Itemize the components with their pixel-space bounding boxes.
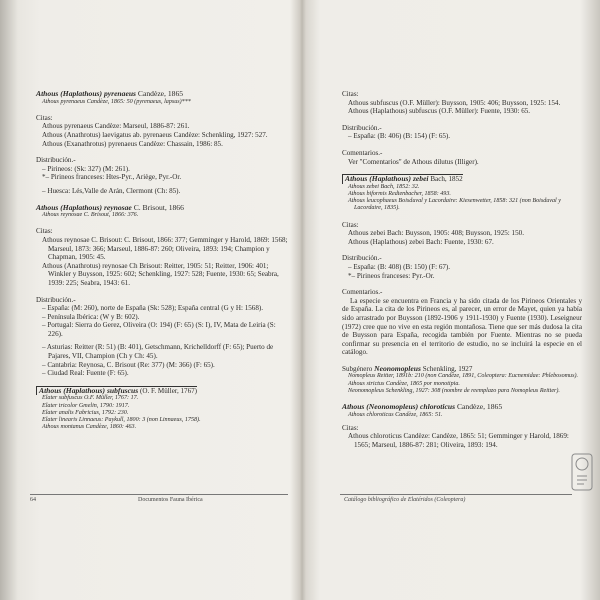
- distribution-entry: – España: (B: 408) (B: 150) (F: 67).: [348, 262, 451, 271]
- right-page: [342, 90, 582, 450]
- cita-entry: Athous chloroticus Candèze: Candèze, 1865: 51; Gemminger y Harold, 1869: 1565; Marseul, 1886-87: 281; Oliveira, 1893: 194.: [348, 432, 569, 450]
- synonym-entry: Elater subfuscus O.F. Müller, 1767: 17.: [42, 395, 139, 402]
- citas-label: Citas:: [342, 220, 359, 229]
- distribution-entry: *– Pirineos franceses: Pyr.-Or.: [348, 271, 435, 280]
- original-reference: Athous reynosae C. Brisout, 1866: 376.: [42, 212, 139, 219]
- library-stamp-icon: [570, 452, 594, 492]
- synonym-entry: Athous leucophaeus Boisduval y Lacordaire: Kiesenwetter, 1858: 321 (non Boisduval y Lacordaire, 1835).: [348, 198, 561, 212]
- synonym-entry: Elater tricolor Gmelin, 1790: 1917.: [42, 402, 130, 409]
- cita-entry: Athous subfuscus (O.F. Müller): Buysson, 1905: 406; Buysson, 1925: 154.: [348, 98, 561, 107]
- species-heading-pyrenaeus: Athous (Haplathous) pyrenaeus Candèze, 1865: [36, 89, 184, 98]
- page-number: 64: [30, 497, 36, 503]
- comentarios-label: Comentarios.-: [342, 148, 383, 157]
- original-reference: Athous chloroticus Candèze, 1865: 51.: [348, 411, 443, 418]
- cita-entry: Athous (Anathrotus) reynosae Ch Brisout: Reitter, 1905: 51; Reitter, 1906: 401; Winkler y Buysson, 1925: 602; Schenkling, 1927: 528; Fuente, 1930: 65; Seabra, 1939: 225; Seabra, 1943: 61.: [42, 261, 279, 287]
- species-heading-chloroticus: Athous (Neonomopleus) chloroticus Candèze, 1865: [342, 402, 503, 412]
- comment-text: Ver "Comentarios" de Athous dilutus (Illiger).: [348, 157, 479, 166]
- distribution-entry: – Asturias: Reitter (R: 51) (B: 401), Getschmann, Krichelldorff (F: 65); Puerto de Pajares, VII, Champion (Ch y Ch: 45).: [42, 343, 274, 361]
- distribution-entry: – Pirineos: (Sk: 327) (M: 261).: [42, 164, 130, 173]
- distribucion-label: Distribución.-: [36, 156, 76, 165]
- left-page: [36, 90, 288, 431]
- footer-title-left: Documentos Fauna Ibérica: [138, 497, 203, 503]
- cita-entry: Athous (Haplathous) zebei Bach: Fuente, 1930: 67.: [348, 237, 494, 246]
- distribucion-label: Distribución.-: [36, 295, 76, 304]
- species-heading-subfuscus: Athous (Haplathous) subfuscus (O. F. Müller, 1767): [36, 386, 288, 396]
- cita-entry: Athous zebei Bach: Buysson, 1905: 408; Buysson, 1925: 150.: [348, 229, 524, 238]
- synonym-entry: Athous biformis Redtenbacher, 1858: 493.: [348, 190, 451, 197]
- comment-text: La especie se encuentra en Francia y ha sido citada de los Pirineos Orientales y de España. La cita de los Pirineos es, al parecer, un error de Mayet, quien ya había sido arrastrado por Buysson (1892-1906 y 1911-1930) y Fuente (1930). Leseigneur (1972) cree que no vive en esta región montañosa. Tiene que ser más dudosa la cita de Buysson para España, recogida también por Fuente. Mientras no se pueda confirmar su presencia en el territorio de estudio, no se incluirá la especie en el catálogo.: [342, 296, 582, 357]
- subgenus-heading: Subgénero Neonomopleus Schenkling, 1927: [342, 363, 473, 373]
- species-heading-zebei: Athous (Haplathous) zebei Bach, 1852: [342, 174, 582, 184]
- synonym-entry: Neonomopleus Schenkling, 1927: 308 (nombre de reemplazo para Nomopleus Reitter).: [348, 387, 560, 394]
- cita-entry: Athous (Anathrotus) laevigatus ab. pyrenaeus Candèze: Schenkling, 1927: 527.: [42, 130, 268, 139]
- distribution-entry: – Ciudad Real: Fuente (F: 65).: [42, 369, 129, 378]
- citas-label: Citas:: [36, 227, 53, 236]
- cita-entry: Athous (Exanathrotus) pyrenaeus Candèze: Chassain, 1986: 85.: [42, 139, 223, 148]
- species-heading-reynosae: Athous (Haplathous) reynosae C. Brisout, 1866: [36, 202, 184, 212]
- synonym-entry: Athous zebei Bach, 1852: 32.: [348, 183, 420, 190]
- synonym-entry: Elater linearis Linnaeus: Paykull, 1800: 3 (non Linnaeus, 1758).: [42, 417, 201, 424]
- footer-rule-right: [340, 494, 572, 495]
- cita-entry: Athous reynosae C. Brisout: C. Brisout, 1866: 377; Gemminger y Harold, 1869: 1568; Marseul, 1873: 366; Marseul, 1886-87: 260; Oliveira, 1893: 194; Champion y Chapman, 1905: 45.: [42, 235, 288, 262]
- distribution-entry: – Península Ibérica: (W y B: 602).: [42, 312, 140, 321]
- synonym-entry: Athous strictus Candèze, 1865 por monotipia.: [348, 380, 460, 387]
- distribution-entry: – España: (B: 406) (B: 154) (F: 65).: [348, 132, 451, 141]
- synonym-entry: Elater analis Fabricius, 1792: 230.: [42, 409, 129, 416]
- distribution-entry: – Huesca: Lés,Valle de Arán, Clermont (Ch: 85).: [42, 186, 181, 195]
- distribucion-label: Distribución.-: [342, 254, 382, 263]
- synonym-entry: Nomopleus Reitter, 1891b: 210 (non Candèze, 1891, Coleoptera: Eucnemidae: Phlebosomus).: [348, 373, 579, 380]
- distribution-entry: – Cantabria: Reynosa, C. Brisout (Re: 377) (M: 366) (F: 65).: [42, 360, 215, 369]
- synonym-entry: Athous montanus Candèze, 1860: 463.: [42, 424, 137, 431]
- distribucion-label: Distribución.-: [342, 123, 382, 132]
- cita-entry: Athous (Haplathous) subfuscus (O.F. Müller): Fuente, 1930: 65.: [348, 107, 531, 116]
- citas-label: Citas:: [342, 423, 359, 432]
- footer-title-right: Catálogo bibliográfico de Elatéridos (Coleoptera): [344, 497, 466, 503]
- citas-label: Citas:: [36, 113, 53, 122]
- distribution-entry: – España: (M: 260), norte de España (Sk: 528); España central (G y H: 1568).: [42, 304, 264, 313]
- original-reference: Athous pyrenaeus Candèze, 1865: 50 (pyrenaeus, lapsus)***: [42, 98, 191, 105]
- citas-label: Citas:: [342, 90, 359, 98]
- footer-rule-left: [30, 494, 288, 495]
- cita-entry: Athous pyrenaeus Candèze: Marseul, 1886-87: 261.: [42, 122, 190, 131]
- comentarios-label: Comentarios.-: [342, 288, 383, 297]
- distribution-entry: *– Pirineos franceses: Htes-Pyr., Ariège, Pyr.-Or.: [42, 173, 182, 182]
- distribution-entry: – Portugal: Sierra do Gerez, Oliveira (O: 194) (F: 65) (S: I), IV, Mata de Leiria (S: 226).: [42, 321, 276, 338]
